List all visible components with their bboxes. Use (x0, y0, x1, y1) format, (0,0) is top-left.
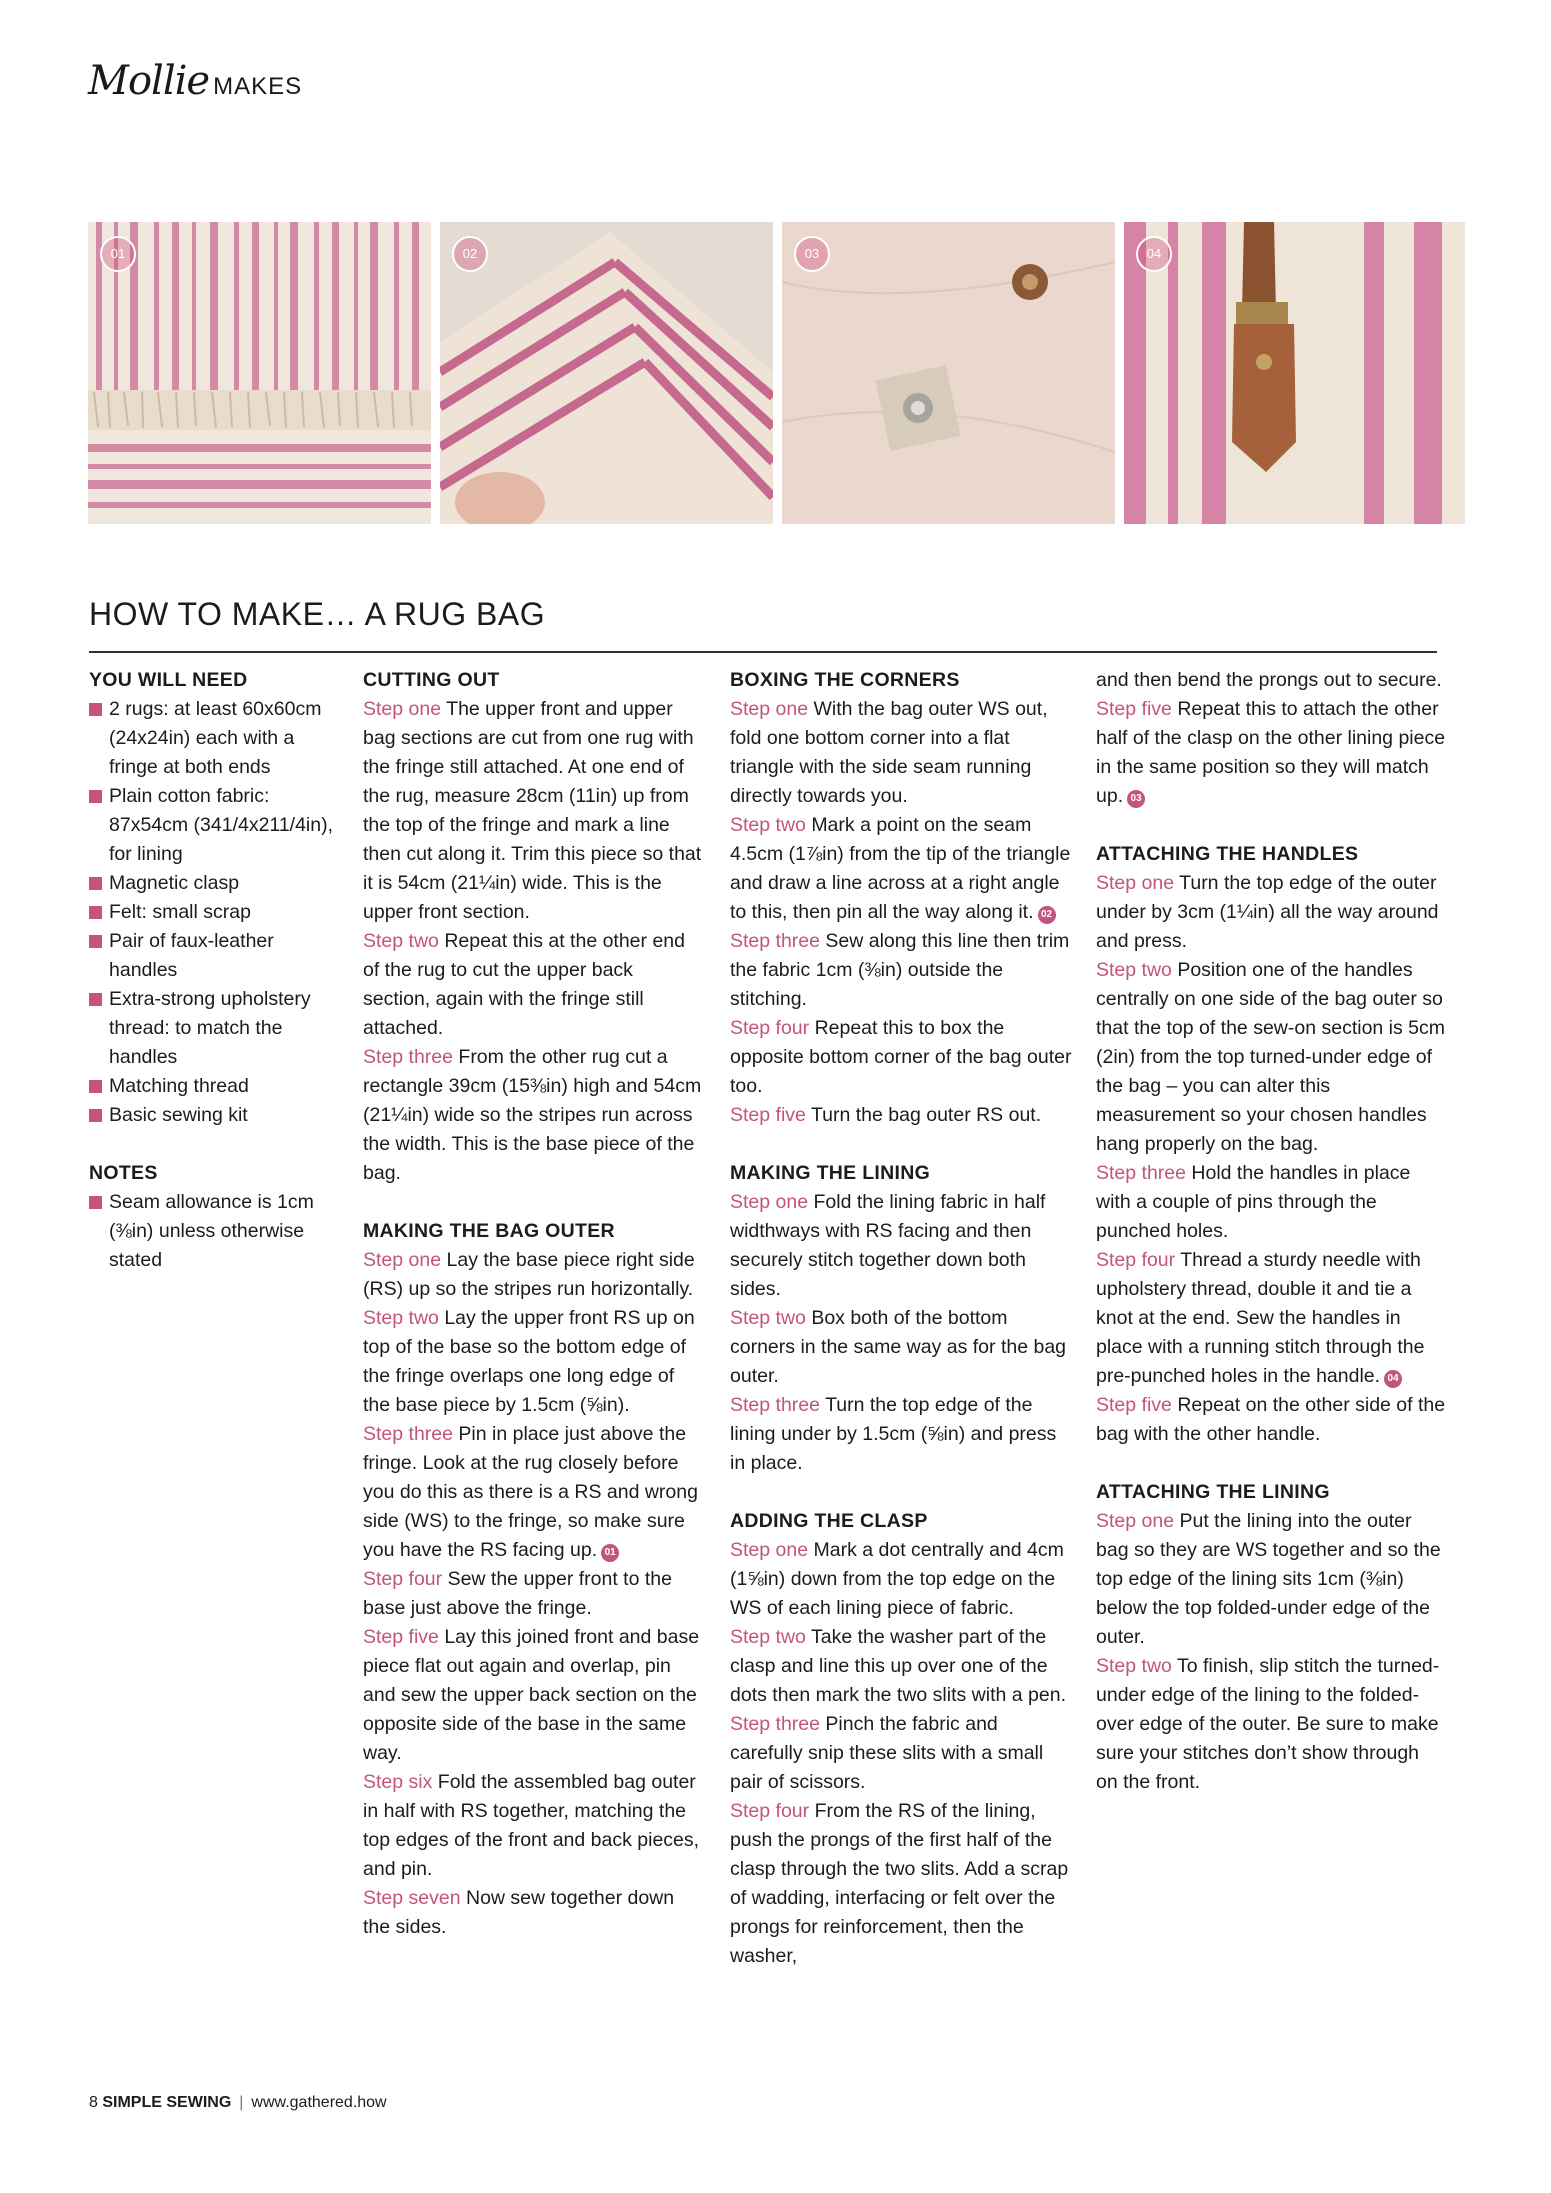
step-paragraph (730, 695, 1075, 811)
step-paragraph (1096, 695, 1446, 811)
photo-badge-03: 03 (794, 236, 830, 272)
step-text: With the bag outer WS out, fold one bottom corner into a flat triangle with the side seam running directly towards you. (730, 698, 1048, 807)
step-label: Step one (363, 698, 442, 720)
attach-lining-steps (1096, 1507, 1446, 1797)
step-text: Sew the upper front to the base just above the fringe. (363, 1568, 672, 1619)
boxing-steps (730, 695, 1075, 1130)
footer-url: www.gathered.how (251, 2094, 387, 2111)
column-3 (730, 666, 1075, 1971)
step-label: Step two (363, 1307, 439, 1329)
step-label: Step three (363, 1046, 453, 1068)
step-paragraph (363, 1246, 703, 1304)
step-text: The upper front and upper bag sections are cut from one rug with the fringe still attached. At one end of the rug, measure 28cm (11in) up from the top of the fringe and mark a line then cut along it. Trim this piece so that it is 54cm (21¼in) wide. This is the upper front section. (363, 698, 702, 923)
step-paragraph (1096, 956, 1446, 1159)
notes-list (89, 1188, 344, 1275)
step-text: From the RS of the lining, push the prongs of the first half of the clasp through the two slits. Add a scrap of wadding, interfacing or felt over the prongs for reinforcement, then the washer, (730, 1800, 1069, 1967)
step-text: Box both of the bottom corners in the same way as for the bag outer. (730, 1307, 1067, 1387)
step-label: Step seven (363, 1887, 461, 1909)
step-label: Step four (363, 1568, 443, 1590)
photo-strip (88, 222, 1465, 524)
step-label: Step two (730, 1626, 806, 1648)
handles-steps (1096, 869, 1446, 1449)
photo-03-magnetic-clasp (782, 222, 1115, 524)
step-label: Step two (1096, 959, 1172, 981)
step-label: Step two (730, 814, 806, 836)
step-label: Step five (1096, 1394, 1172, 1416)
step-text: Lay this joined front and base piece flat out again and overlap, pin and sew the upper back section on the opposite side of the base in the same way. (363, 1626, 700, 1764)
step-paragraph (730, 811, 1075, 927)
step-text: Sew along this line then trim the fabric 1cm (⅜in) outside the stitching. (730, 930, 1070, 1010)
step-paragraph (1096, 1246, 1446, 1391)
list-item: Basic sewing kit (89, 1101, 344, 1130)
step-paragraph (363, 1623, 703, 1768)
step-text: Repeat this to attach the other half of the clasp on the other lining piece in the same position so they will match up. (1096, 698, 1446, 807)
step-paragraph (1096, 1507, 1446, 1652)
lining-heading: MAKING THE LINING (730, 1162, 931, 1184)
step-label: Step two (730, 1307, 806, 1329)
materials-list (89, 695, 344, 1130)
boxing-heading: BOXING THE CORNERS (730, 669, 960, 691)
step-text: Thread a sturdy needle with upholstery thread, double it and tie a knot at the end. Sew the handles in place with a running stitch through the pre-punched holes in the handle. (1096, 1249, 1425, 1387)
step-paragraph (730, 1710, 1075, 1797)
step-text: Mark a point on the seam 4.5cm (1⅞in) from the tip of the triangle and draw a line across at a right angle to this, then pin all the way along it. (730, 814, 1071, 923)
handles-heading: ATTACHING THE HANDLES (1096, 843, 1359, 865)
step-label: Step three (363, 1423, 453, 1445)
step-label: Step three (730, 1394, 820, 1416)
step-paragraph (363, 1304, 703, 1420)
list-item: Pair of faux-leather handles (89, 927, 344, 985)
photo-02-boxed-corner (440, 222, 773, 524)
step-text: Lay the upper front RS up on top of the base so the bottom edge of the fringe overlaps one long edge of the base piece by 1.5cm (⅝in). (363, 1307, 695, 1416)
step-label: Step three (1096, 1162, 1186, 1184)
photo-badge-01: 01 (100, 236, 136, 272)
step-text: Hold the handles in place with a couple of pins through the punched holes. (1096, 1162, 1411, 1242)
step-text: Repeat on the other side of the bag with the other handle. (1096, 1394, 1446, 1445)
step-paragraph (730, 1101, 1075, 1130)
step-paragraph (363, 1565, 703, 1623)
step-paragraph (1096, 1391, 1446, 1449)
publication-name: SIMPLE SEWING (102, 2094, 232, 2111)
list-item: Matching thread (89, 1072, 344, 1101)
photo-badge-02: 02 (452, 236, 488, 272)
step-text: Turn the bag outer RS out. (810, 1104, 1042, 1126)
step-text: Turn the top edge of the lining under by 1.5cm (⅝in) and press in place. (730, 1394, 1057, 1474)
step-label: Step six (363, 1771, 433, 1793)
photo-reference-badge: 04 (1384, 1370, 1402, 1388)
step-label: Step five (363, 1626, 439, 1648)
clasp-continued-text: and then bend the prongs out to secure. (1096, 669, 1442, 691)
step-paragraph (363, 1884, 703, 1942)
step-paragraph (730, 1623, 1075, 1710)
column-2 (363, 666, 703, 1942)
step-paragraph (363, 1043, 703, 1188)
cutting-out-heading: CUTTING OUT (363, 669, 500, 691)
step-label: Step four (730, 1017, 810, 1039)
step-text: Repeat this at the other end of the rug to cut the upper back section, again with the fringe still attached. (363, 930, 685, 1039)
step-paragraph (363, 695, 703, 927)
bag-outer-heading: MAKING THE BAG OUTER (363, 1220, 615, 1242)
step-text: Put the lining into the outer bag so they are WS together and so the top edge of the lining sits 1cm (⅜in) below the top folded-under edge of the outer. (1096, 1510, 1441, 1648)
step-paragraph (730, 927, 1075, 1014)
list-item: Felt: small scrap (89, 898, 344, 927)
you-will-need-heading: YOU WILL NEED (89, 669, 248, 691)
step-label: Step three (730, 930, 820, 952)
bag-outer-steps (363, 1246, 703, 1942)
step-label: Step one (363, 1249, 442, 1271)
list-item: Magnetic clasp (89, 869, 344, 898)
step-label: Step three (730, 1713, 820, 1735)
step-label: Step one (1096, 872, 1175, 894)
list-item: Extra-strong upholstery thread: to match the handles (89, 985, 344, 1072)
step-label: Step one (1096, 1510, 1175, 1532)
step-text: Repeat this to box the opposite bottom corner of the bag outer too. (730, 1017, 1072, 1097)
step-text: From the other rug cut a rectangle 39cm (15⅜in) high and 54cm (21¼in) wide so the stripes run across the width. This is the base piece of the bag. (363, 1046, 702, 1184)
photo-reference-badge: 01 (601, 1544, 619, 1562)
photo-reference-badge: 02 (1038, 906, 1056, 924)
column-4 (1096, 666, 1446, 1797)
step-paragraph (363, 927, 703, 1043)
step-label: Step five (730, 1104, 806, 1126)
step-text: Lay the base piece right side (RS) up so the stripes run horizontally. (363, 1249, 695, 1300)
step-paragraph (1096, 1652, 1446, 1797)
step-text: Position one of the handles centrally on one side of the bag outer so that the top of the sew-on section is 5cm (2in) from the top turned-under edge of the bag – you can alter this measurement so your chosen handles hang properly on the bag. (1096, 959, 1446, 1155)
step-paragraph (730, 1304, 1075, 1391)
list-item: Seam allowance is 1cm (⅜in) unless otherwise stated (89, 1188, 344, 1275)
step-paragraph (730, 1014, 1075, 1101)
step-paragraph (730, 1391, 1075, 1478)
attach-lining-heading: ATTACHING THE LINING (1096, 1481, 1330, 1503)
footer-separator: | (239, 2094, 244, 2111)
step-text: Mark a dot centrally and 4cm (1⅝in) down from the top edge on the WS of each lining piece of fabric. (730, 1539, 1064, 1619)
step-label: Step four (1096, 1249, 1176, 1271)
step-paragraph (730, 1188, 1075, 1304)
step-label: Step five (1096, 698, 1172, 720)
step-text: Now sew together down the sides. (363, 1887, 675, 1938)
clasp-steps (730, 1536, 1075, 1971)
step-paragraph (363, 1420, 703, 1565)
clasp-heading: ADDING THE CLASP (730, 1510, 928, 1532)
step-text: Fold the lining fabric in half widthways with RS facing and then securely stitch together down both sides. (730, 1191, 1046, 1300)
list-item: 2 rugs: at least 60x60cm (24x24in) each with a fringe at both ends (89, 695, 344, 782)
list-item: Plain cotton fabric: 87x54cm (341/4x211/4in), for lining (89, 782, 344, 869)
photo-badge-04: 04 (1136, 236, 1172, 272)
photo-04-handle (1124, 222, 1465, 524)
column-1 (89, 666, 344, 1275)
page-number: 8 (89, 2094, 98, 2111)
step-paragraph (1096, 869, 1446, 956)
step-text: Turn the top edge of the outer under by 3cm (1¼in) all the way around and press. (1096, 872, 1439, 952)
cutting-out-steps (363, 695, 703, 1188)
step-paragraph (363, 1768, 703, 1884)
step-text: Pinch the fabric and carefully snip these slits with a small pair of scissors. (730, 1713, 1044, 1793)
step-label: Step two (1096, 1655, 1172, 1677)
step-text: Fold the assembled bag outer in half with RS together, matching the top edges of the front and back pieces, and pin. (363, 1771, 700, 1880)
mollie-makes-logo (88, 58, 302, 108)
step-label: Step one (730, 1191, 809, 1213)
notes-heading: NOTES (89, 1162, 158, 1184)
page-footer (89, 2094, 387, 2112)
lining-steps (730, 1188, 1075, 1478)
step-text: Pin in place just above the fringe. Look at the rug closely before you do this as there is a RS and wrong side (WS) to the fringe, so make sure you have the RS facing up. (363, 1423, 698, 1561)
step-text: Take the washer part of the clasp and line this up over one of the dots then mark the two slits with a pen. (730, 1626, 1066, 1706)
step-paragraph (730, 1536, 1075, 1623)
step-label: Step four (730, 1800, 810, 1822)
logo-script: Mollie (88, 58, 210, 104)
clasp-steps-continued (1096, 695, 1446, 811)
step-paragraph (1096, 1159, 1446, 1246)
step-label: Step two (363, 930, 439, 952)
step-label: Step one (730, 1539, 809, 1561)
step-text: To finish, slip stitch the turned-under edge of the lining to the folded-over edge of the outer. Be sure to make sure your stitches don’t show through on the front. (1096, 1655, 1440, 1793)
photo-01-rug-fringe (88, 222, 431, 524)
step-label: Step one (730, 698, 809, 720)
title-rule (89, 651, 1437, 653)
page-title: HOW TO MAKE… A RUG BAG (89, 596, 546, 632)
photo-reference-badge: 03 (1127, 790, 1145, 808)
logo-makes: MAKES (213, 73, 303, 100)
step-paragraph (730, 1797, 1075, 1971)
